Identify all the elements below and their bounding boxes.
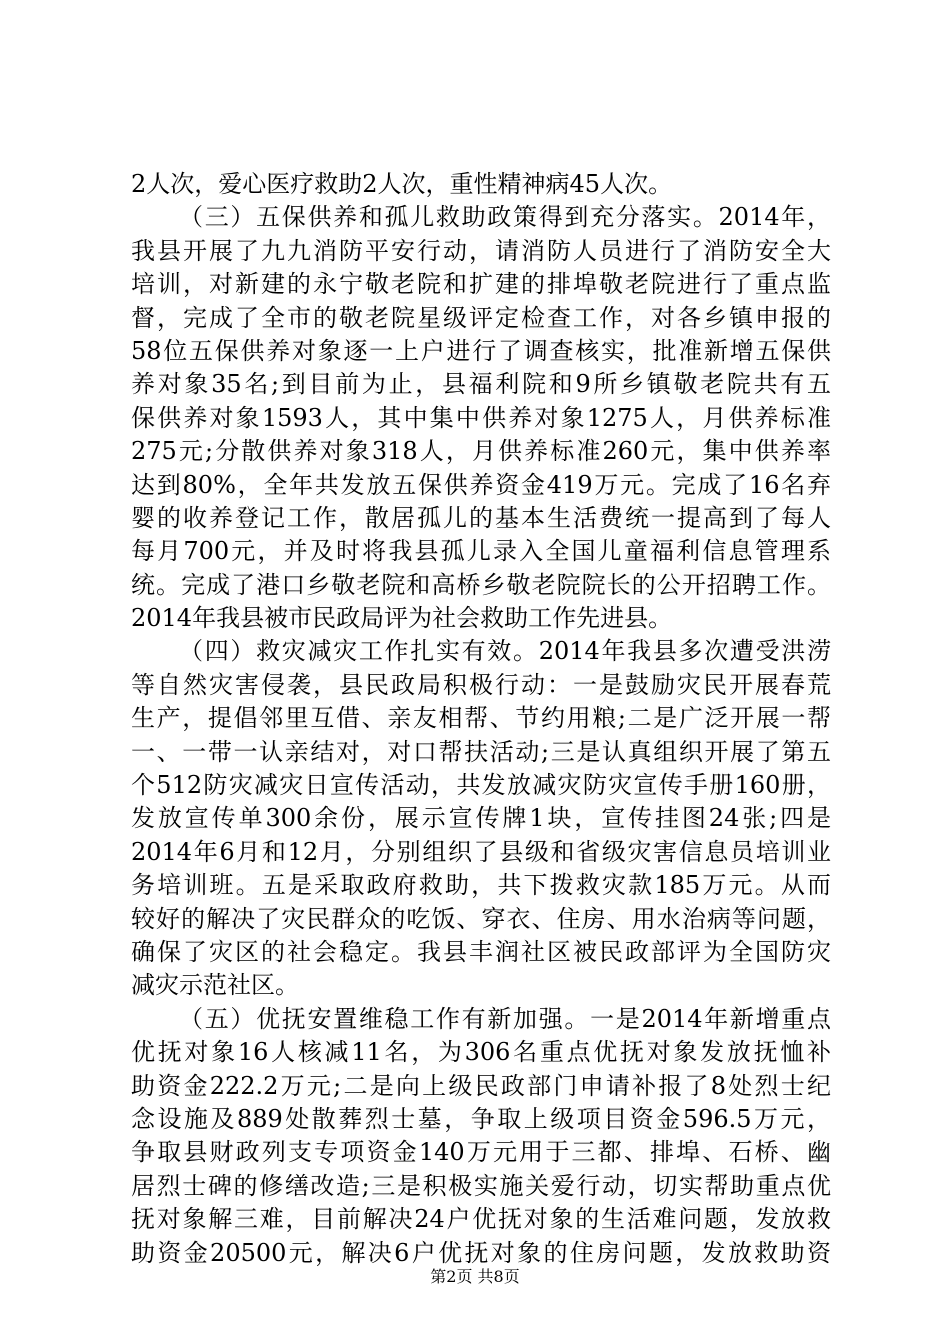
text-line: 助资金222.2万元;二是向上级民政部门申请补报了8处烈士纪 xyxy=(131,1071,831,1100)
text-line: 一、一带一认亲结对，对口帮扶活动;三是认真组织开展了第五 xyxy=(131,737,831,766)
text-line: 58位五保供养对象逐一上户进行了调查核实，批准新增五保供 xyxy=(131,336,831,365)
body-text xyxy=(131,168,831,1270)
text-line: 275元;分散供养对象318人，月供养标准260元，集中供养率 xyxy=(131,437,831,466)
text-line: 培训，对新建的永宁敬老院和扩建的排埠敬老院进行了重点监 xyxy=(131,270,831,299)
text-line: 务培训班。五是采取政府救助，共下拨救灾款185万元。从而 xyxy=(131,871,831,900)
text-line: 念设施及889处散葬烈士墓，争取上级项目资金596.5万元， xyxy=(131,1104,831,1133)
text-line: 我县开展了九九消防平安行动，请消防人员进行了消防安全大 xyxy=(131,236,831,265)
text-line: 确保了灾区的社会稳定。我县丰润社区被民政部评为全国防灾 xyxy=(131,937,831,966)
text-line: 统。完成了港口乡敬老院和高桥乡敬老院院长的公开招聘工作。 xyxy=(131,570,831,599)
text-line: （五）优抚安置维稳工作有新加强。一是2014年新增重点 xyxy=(179,1004,831,1033)
text-line: 助资金20500元，解决6户优抚对象的住房问题，发放救助资 xyxy=(131,1238,831,1267)
text-line: 达到80%，全年共发放五保供养资金419万元。完成了16名弃 xyxy=(131,470,831,499)
text-line: 养对象35名;到目前为止，县福利院和9所乡镇敬老院共有五 xyxy=(131,370,831,399)
text-line: 2014年我县被市民政局评为社会救助工作先进县。 xyxy=(131,604,673,633)
text-line: 2014年6月和12月，分别组织了县级和省级灾害信息员培训业 xyxy=(131,837,831,866)
text-line: 婴的收养登记工作，散居孤儿的基本生活费统一提高到了每人 xyxy=(131,503,831,532)
text-line: 抚对象解三难，目前解决24户优抚对象的生活难问题，发放救 xyxy=(131,1205,831,1234)
text-line: 每月700元，并及时将我县孤儿录入全国儿童福利信息管理系 xyxy=(131,537,831,566)
text-line: （三）五保供养和孤儿救助政策得到充分落实。2014年， xyxy=(179,203,831,232)
text-line: 优抚对象16人核减11名，为306名重点优抚对象发放抚恤补 xyxy=(131,1038,831,1067)
text-line: 发放宣传单300余份，展示宣传牌1块，宣传挂图24张;四是 xyxy=(131,804,831,833)
text-line: 个512防灾减灾日宣传活动，共发放减灾防灾宣传手册160册， xyxy=(131,771,831,800)
text-line: 生产，提倡邻里互借、亲友相帮、节约用粮;二是广泛开展一帮 xyxy=(131,704,831,733)
text-line: 等自然灾害侵袭，县民政局积极行动：一是鼓励灾民开展春荒 xyxy=(131,670,831,699)
text-line: 争取县财政列支专项资金140万元用于三都、排埠、石桥、幽 xyxy=(131,1138,831,1167)
text-line: （四）救灾减灾工作扎实有效。2014年我县多次遭受洪涝 xyxy=(179,637,831,666)
text-line: 2人次，爱心医疗救助2人次，重性精神病45人次。 xyxy=(131,170,673,198)
text-line: 减灾示范社区。 xyxy=(131,971,299,1000)
text-line: 居烈士碑的修缮改造;三是积极实施关爱行动，切实帮助重点优 xyxy=(131,1171,831,1200)
text-line: 较好的解决了灾民群众的吃饭、穿衣、住房、用水治病等问题， xyxy=(131,904,831,933)
page-footer: 第2页 共8页 xyxy=(430,1267,520,1286)
text-line: 保供养对象1593人，其中集中供养对象1275人，月供养标准 xyxy=(131,403,831,432)
text-line: 督，完成了全市的敬老院星级评定检查工作，对各乡镇申报的 xyxy=(131,303,831,332)
